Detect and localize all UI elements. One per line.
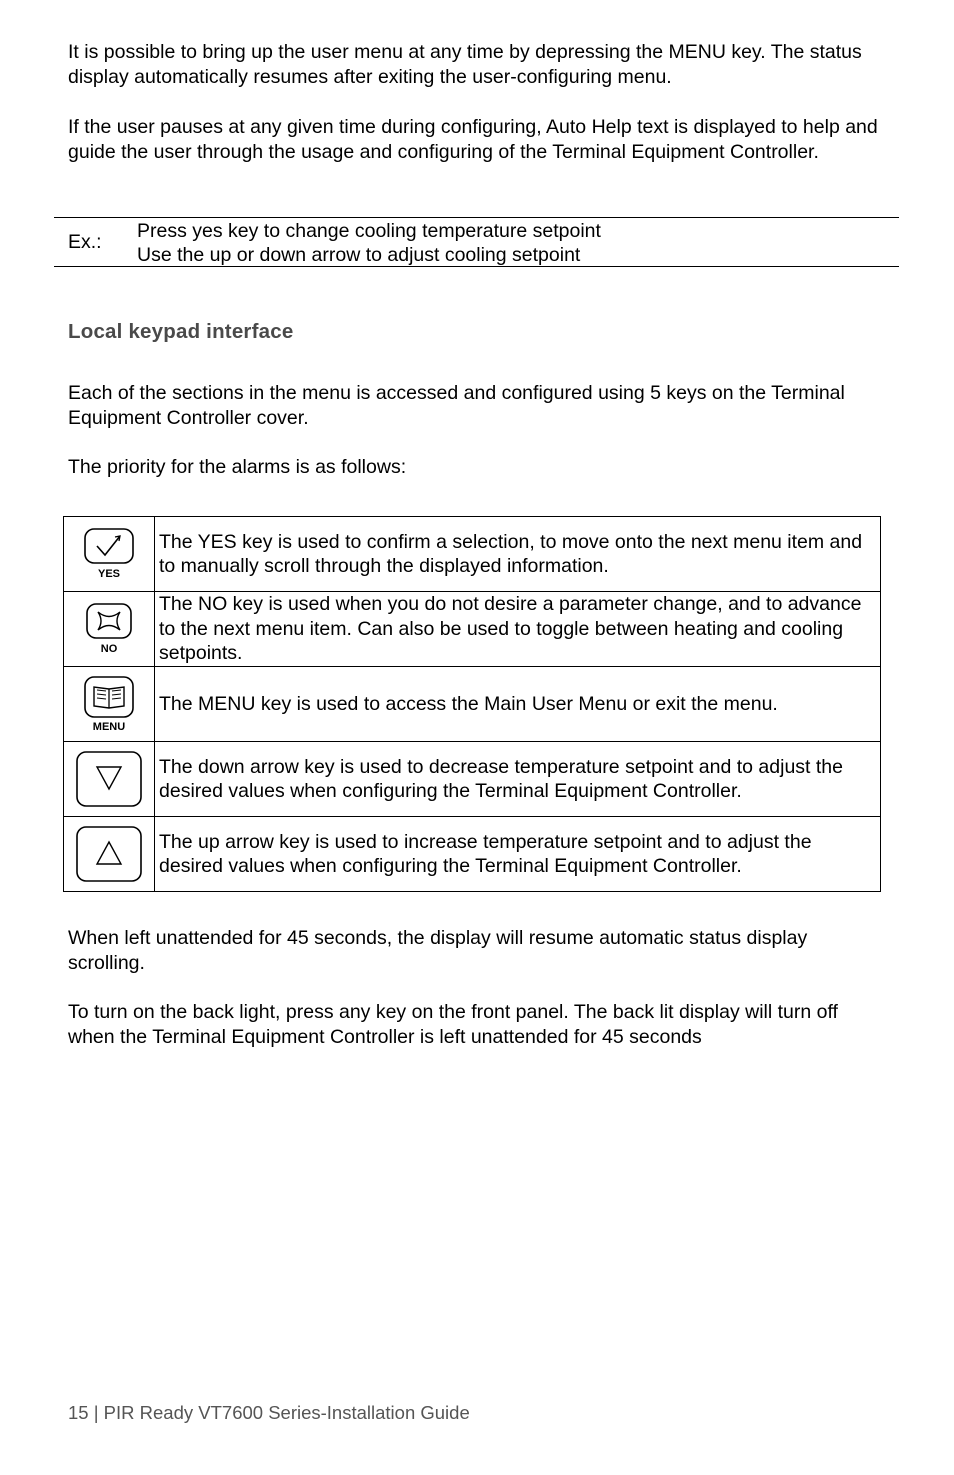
keypad-table bbox=[63, 516, 881, 892]
section-paragraph-priority: The priority for the alarms is as follows: bbox=[68, 456, 407, 478]
key-description: The up arrow key is used to increase temperature setpoint and to adjust the desired values when configuring the Terminal Equipment Controller. bbox=[155, 817, 881, 892]
key-description: The YES key is used to confirm a selection, to move onto the next menu item and to manually scroll through the displayed information. bbox=[155, 517, 881, 592]
key-description: The MENU key is used to access the Main User Menu or exit the menu. bbox=[155, 667, 881, 742]
down-arrow-key-icon bbox=[74, 749, 144, 809]
table-row bbox=[64, 817, 881, 892]
key-icon-cell bbox=[64, 742, 155, 817]
yes-key-icon bbox=[81, 526, 137, 582]
key-icon-cell bbox=[64, 817, 155, 892]
key-description: The down arrow key is used to decrease temperature setpoint and to adjust the desired values when configuring the Terminal Equipment Controller. bbox=[155, 742, 881, 817]
example-line: Press yes key to change cooling temperature setpoint bbox=[137, 220, 601, 242]
closing-paragraph-unattended: When left unattended for 45 seconds, the display will resume automatic status display scrolling. bbox=[68, 927, 808, 974]
table-row bbox=[64, 667, 881, 742]
table-row bbox=[64, 517, 881, 592]
menu-key-icon bbox=[80, 674, 138, 734]
no-key-label: NO bbox=[100, 643, 118, 655]
key-icon-cell bbox=[64, 517, 155, 592]
key-icon-cell bbox=[64, 592, 155, 667]
table-row bbox=[64, 742, 881, 817]
up-arrow-key-icon bbox=[74, 824, 144, 884]
example-lines bbox=[137, 219, 601, 267]
example-box bbox=[54, 217, 899, 267]
key-description: The NO key is used when you do not desire a parameter change, and to advance to the next menu item. Can also be used to toggle between heating and cooling setpoints. bbox=[155, 592, 881, 667]
page-footer: 15 | PIR Ready VT7600 Series-Installation Guide bbox=[68, 1402, 470, 1423]
no-key-icon bbox=[81, 601, 137, 657]
example-line: Use the up or down arrow to adjust cooling setpoint bbox=[137, 244, 581, 266]
intro-paragraph-auto-help: If the user pauses at any given time during configuring, Auto Help text is displayed to help and guide the user through the usage and configuring of the Terminal Equipment Controller. bbox=[68, 116, 878, 163]
intro-paragraph-menu: It is possible to bring up the user menu at any time by depressing the MENU key. The status display automatically resumes after exiting the user-configuring menu. bbox=[68, 41, 862, 88]
section-paragraph-keys: Each of the sections in the menu is accessed and configured using 5 keys on the Terminal Equipment Controller cover. bbox=[68, 382, 845, 429]
key-icon-cell bbox=[64, 667, 155, 742]
section-heading: Local keypad interface bbox=[68, 320, 294, 343]
example-label: Ex.: bbox=[68, 231, 102, 253]
table-row bbox=[64, 592, 881, 667]
yes-key-label: YES bbox=[97, 568, 121, 580]
closing-paragraph-backlight: To turn on the back light, press any key on the front panel. The back lit display will turn off when the Terminal Equipment Controller is left unattended for 45 seconds bbox=[68, 1001, 838, 1048]
menu-key-label: MENU bbox=[92, 721, 126, 733]
